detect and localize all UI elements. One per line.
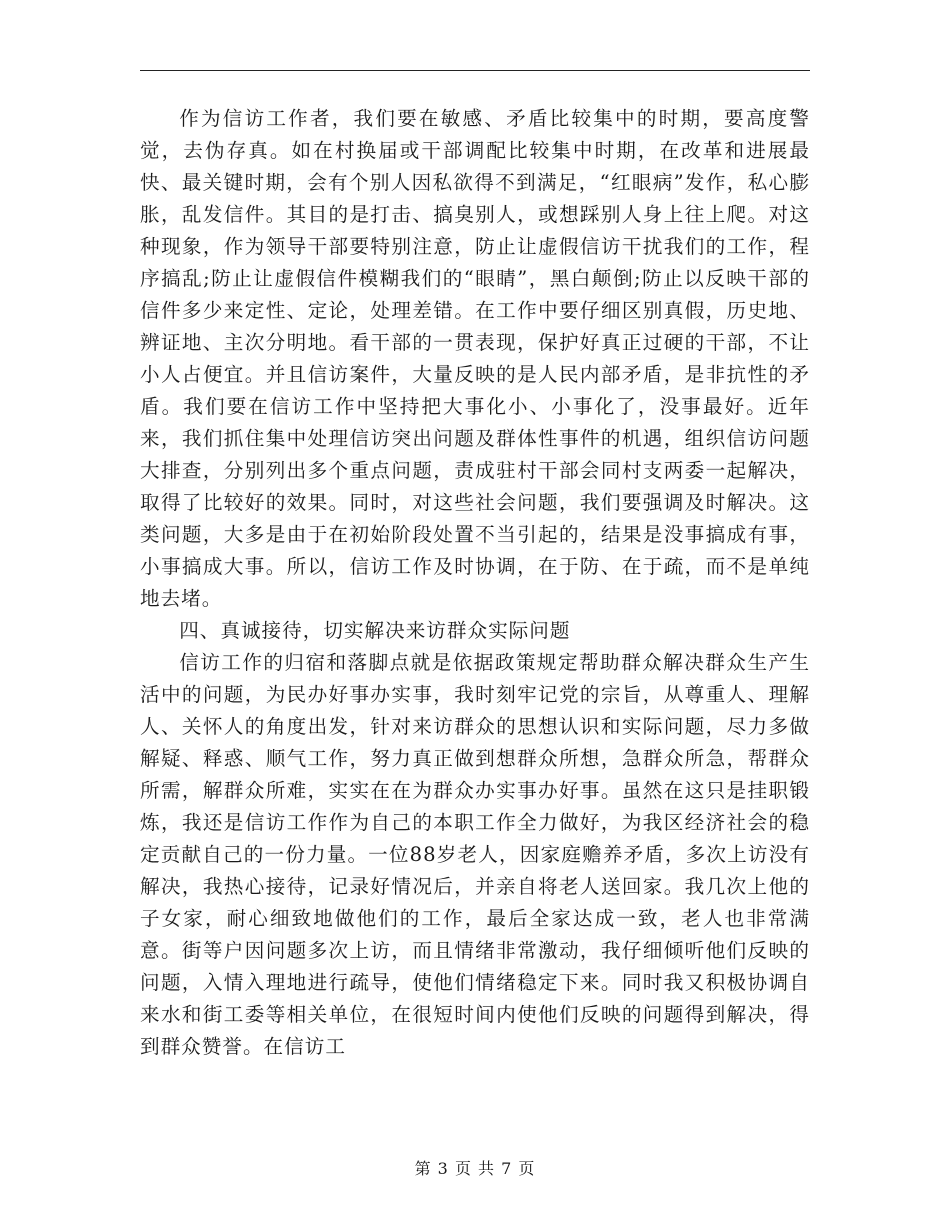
page-number-footer: 第 3 页 共 7 页 (414, 1159, 536, 1178)
header-rule (140, 70, 810, 71)
section-heading-four: 四、真诚接待，切实解决来访群众实际问题 (179, 619, 571, 642)
document-body (140, 103, 810, 1063)
paragraph-verify-letters: 作为信访工作者，我们要在敏感、矛盾比较集中的时期，要高度警觉，去伪存真。如在村换届或干部调配比较集中时期，在改革和进展最快、最关键时期，会有个别人因私欲得不到满足，“红眼病”发作，私心膨胀，乱发信件。其目的是打击、搞臭别人，或想踩别人身上往上爬。对这种现象，作为领导干部要特别注意，防止让虚假信访干扰我们的工作，程序搞乱;防止让虚假信件模糊我们的“眼睛”，黑白颠倒;防止以反映干部的信件多少来定性、定论，处理差错。在工作中要仔细区别真假，历史地、辨证地、主次分明地。看干部的一贯表现，保护好真正过硬的干部，不让小人占便宜。并且信访案件，大量反映的是人民内部矛盾，是非抗性的矛盾。我们要在信访工作中坚持把大事化小、小事化了，没事最好。近年来，我们抓住集中处理信访突出问题及群体性事件的机遇，组织信访问题大排查，分别列出多个重点问题，责成驻村干部会同村支两委一起解决，取得了比较好的效果。同时，对这些社会问题，我们要强调及时解决。这类问题，大多是由于在初始阶段处置不当引起的，结果是没事搞成有事，小事搞成大事。所以，信访工作及时协调，在于防、在于疏，而不是单纯地去堵。 (140, 107, 810, 610)
paragraph-reception: 信访工作的归宿和落脚点就是依据政策规定帮助群众解决群众生产生活中的问题，为民办好事办实事，我时刻牢记党的宗旨，从尊重人、理解人、关怀人的角度出发，针对来访群众的思想认识和实际问题，尽力多做解疑、释惑、顺气工作，努力真正做到想群众所想，急群众所急，帮群众所需，解群众所难，实实在在为群众办实事办好事。虽然在这只是挂职锻炼，我还是信访工作作为自己的本职工作全力做好，为我区经济社会的稳定贡献自己的一份力量。一位88岁老人，因家庭赡养矛盾，多次上访没有解决，我热心接待，记录好情况后，并亲自将老人送回家。我几次上他的子女家，耐心细致地做他们的工作，最后全家达成一致，老人也非常满意。街等户因问题多次上访，而且情绪非常激动，我仔细倾听他们反映的问题，入情入理地进行疏导，使他们情绪稳定下来。同时我又积极协调自来水和街工委等相关单位，在很短时间内使他们反映的问题得到解决，得到群众赞誉。在信访工 (140, 651, 810, 1058)
